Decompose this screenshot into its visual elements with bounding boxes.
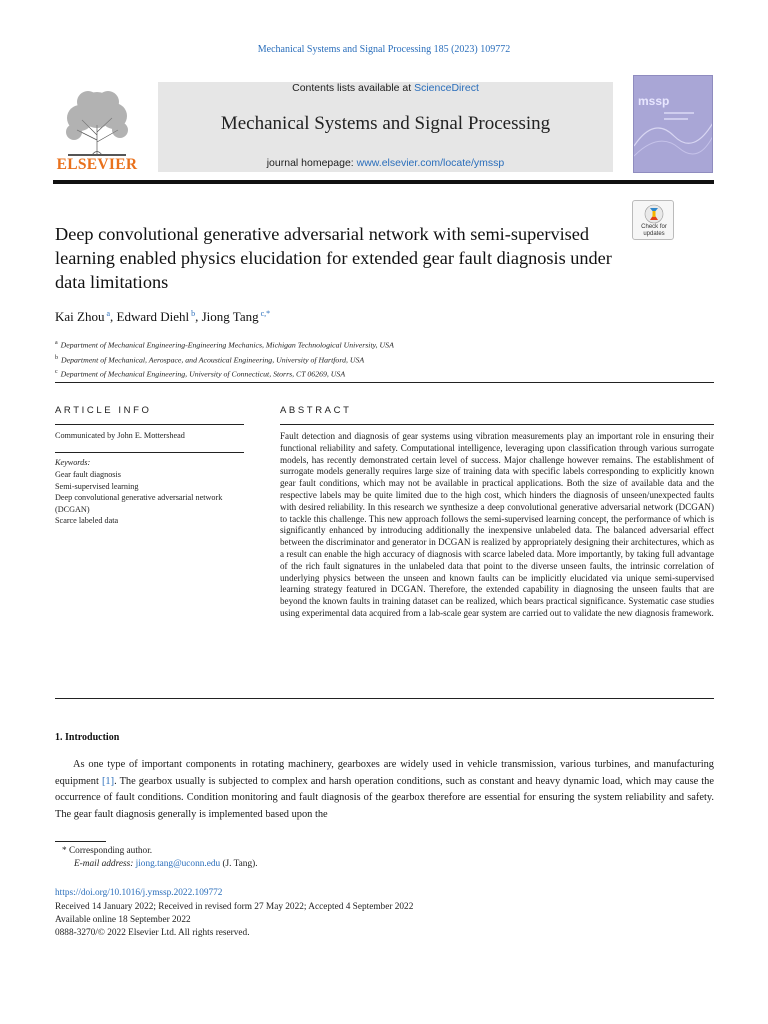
contents-availability	[158, 82, 613, 94]
sciencedirect-link[interactable]: ScienceDirect	[414, 82, 479, 94]
author-list: Kai Zhou $^a$, Edward Diehl $^b$, Jiong Tang $^{c,*}$	[55, 309, 271, 324]
journal-name: Mechanical Systems and Signal Processing	[220, 113, 551, 134]
keywords-list	[55, 469, 245, 527]
keyword-item: Gear fault diagnosis	[55, 470, 121, 479]
email-suffix: (J. Tang).	[220, 859, 258, 869]
cover-wave-graphic	[634, 76, 713, 173]
check-updates-line2: updates	[643, 231, 665, 237]
email-label: E-mail address:	[74, 859, 134, 869]
homepage-prefix: journal homepage:	[266, 157, 357, 169]
homepage-link[interactable]: www.elsevier.com/locate/ymssp	[356, 157, 505, 169]
citation-link[interactable]: [1]	[101, 775, 115, 787]
affiliation-sup: a	[55, 340, 58, 346]
intro-text-part1: As one type of important components in rotating machinery, gearboxes are widely used in vehicle transmission, various turbines, and manufacturing equipment	[55, 759, 714, 787]
abstract-text: Fault detection and diagnosis of gear systems using vibration measurements play an important role in ensuring their functional reliability and safety. Computational intelligence, leveraging upon classification through various surrogate models, has recently demonstrated certain level of success. Major challenge however remains. The establishment of surrogate models generally requires large size of training data with specific labels corresponding to explicitly known gear fault conditions, which may not be available in practical applications. Both the size of available data and the respective labels may be quite limited due to the high cost, which hinders the diagnosis of unseen/unexpected faults with desired reliability. In this research we synthesize a deep convolutional generative adversarial network (DCGAN) to tackle this challenge. This new approach follows the semi-supervised learning concept, the performance of which is significantly enhanced by introducing additionally the inexpensive unlabeled data. The balanced adversarial effect between the discriminator and generator in DCGAN is realized by appropriately designing their architectures, which as a result can enable the high accuracy of diagnosis with scarce labeled data. More importantly, by taking full advantage of the rich fault signatures in the unlabeled data that point to the diverse unseen faults, the intrinsic correlation of underlying physics between the unseen and known faults can be implicitly elucidated via unique semi-supervised learning strategy featured in DCGAN. Therefore, the extended capability in diagnosing the unseen faults that are beyond the known faults in training dataset can be realized, which bears practical significance. Systematic case studies using experimental data acquired from a lab-scale gear system are carried out to validate the new diagnosis framework.	[280, 431, 714, 618]
affiliation-item	[55, 366, 394, 381]
doi-link[interactable]: https://doi.org/10.1016/j.ymssp.2022.109772	[55, 888, 223, 898]
contents-prefix: Contents lists available at	[292, 82, 415, 94]
article-info-divider	[55, 424, 244, 425]
affiliation-item	[55, 352, 394, 367]
check-updates-line1: Check for	[641, 224, 667, 230]
check-for-updates-badge[interactable]	[632, 200, 674, 240]
cover-title: mssp	[638, 94, 670, 108]
journal-reference[interactable]: Mechanical Systems and Signal Processing 185 (2023) 109772	[257, 44, 511, 55]
copyright-notice: 0888-3270/© 2022 Elsevier Ltd. All rights reserved.	[55, 928, 250, 938]
keyword-item: Scarce labeled data	[55, 516, 119, 525]
introduction-heading: 1. Introduction	[55, 732, 120, 743]
affiliation-item	[55, 337, 394, 352]
affiliation-text: Department of Mechanical, Aerospace, and Acoustical Engineering, University of Hartford, USA	[61, 355, 365, 365]
received-dates: Received 14 January 2022; Received in revised form 27 May 2022; Accepted 4 September 2022	[55, 902, 414, 912]
author-affil-sup[interactable]: c,*	[260, 309, 271, 318]
email-footnote	[74, 859, 258, 869]
abstract-divider	[280, 424, 714, 425]
keywords-label: Keywords:	[55, 458, 91, 467]
email-link[interactable]: jiong.tang@uconn.edu	[135, 859, 221, 869]
keyword-item: Deep convolutional generative adversarial network (DCGAN)	[55, 493, 223, 514]
check-updates-icon	[644, 204, 664, 224]
corresponding-author-note: * Corresponding author.	[62, 846, 153, 856]
affiliation-text: Department of Mechanical Engineering-Engineering Mechanics, Michigan Technological University, USA	[60, 340, 394, 350]
check-updates-text	[633, 224, 675, 238]
introduction-paragraph	[55, 757, 714, 823]
author-name[interactable]: Jiong Tang	[201, 309, 259, 324]
footnote-rule	[55, 841, 106, 842]
journal-homepage	[158, 157, 613, 169]
abstract-bottom-divider	[55, 698, 714, 699]
author-affil-sup[interactable]: a	[106, 309, 111, 318]
elsevier-wordmark: ELSEVIER	[56, 156, 138, 173]
communicated-by: Communicated by John E. Mottershead	[55, 431, 185, 440]
article-title: Deep convolutional generative adversarial network with semi-supervised learning enabled physics elucidation for extended gear fault diagnosis under data limitations	[55, 224, 612, 292]
section-divider	[55, 382, 714, 383]
keyword-item: Semi-supervised learning	[55, 481, 139, 491]
author-name[interactable]: Kai Zhou	[55, 309, 105, 324]
affiliation-list	[55, 337, 394, 381]
author-affil-sup[interactable]: b	[191, 309, 196, 318]
abstract-heading: ABSTRACT	[280, 405, 352, 416]
affiliation-text: Department of Mechanical Engineering, University of Connecticut, Storrs, CT 06269, USA	[60, 369, 346, 379]
intro-text-part2: . The gearbox usually is subjected to complex and harsh operation conditions, such as constant and heavy dynamic load, which may cause the occurrence of fault conditions. Condition monitoring and fault diagnosis of the gearbox therefore are essential for ensuring the system reliability and safety. The gear fault diagnosis generally is implemented based upon the	[55, 775, 714, 820]
author-name[interactable]: Edward Diehl	[116, 309, 190, 324]
article-info-heading: ARTICLE INFO	[55, 405, 152, 416]
keywords-divider	[55, 452, 244, 453]
affiliation-sup: b	[55, 354, 58, 361]
header-divider	[53, 180, 714, 184]
available-online-date: Available online 18 September 2022	[55, 915, 191, 925]
affiliation-sup: c	[55, 369, 58, 376]
journal-cover-thumbnail[interactable]	[633, 75, 713, 173]
